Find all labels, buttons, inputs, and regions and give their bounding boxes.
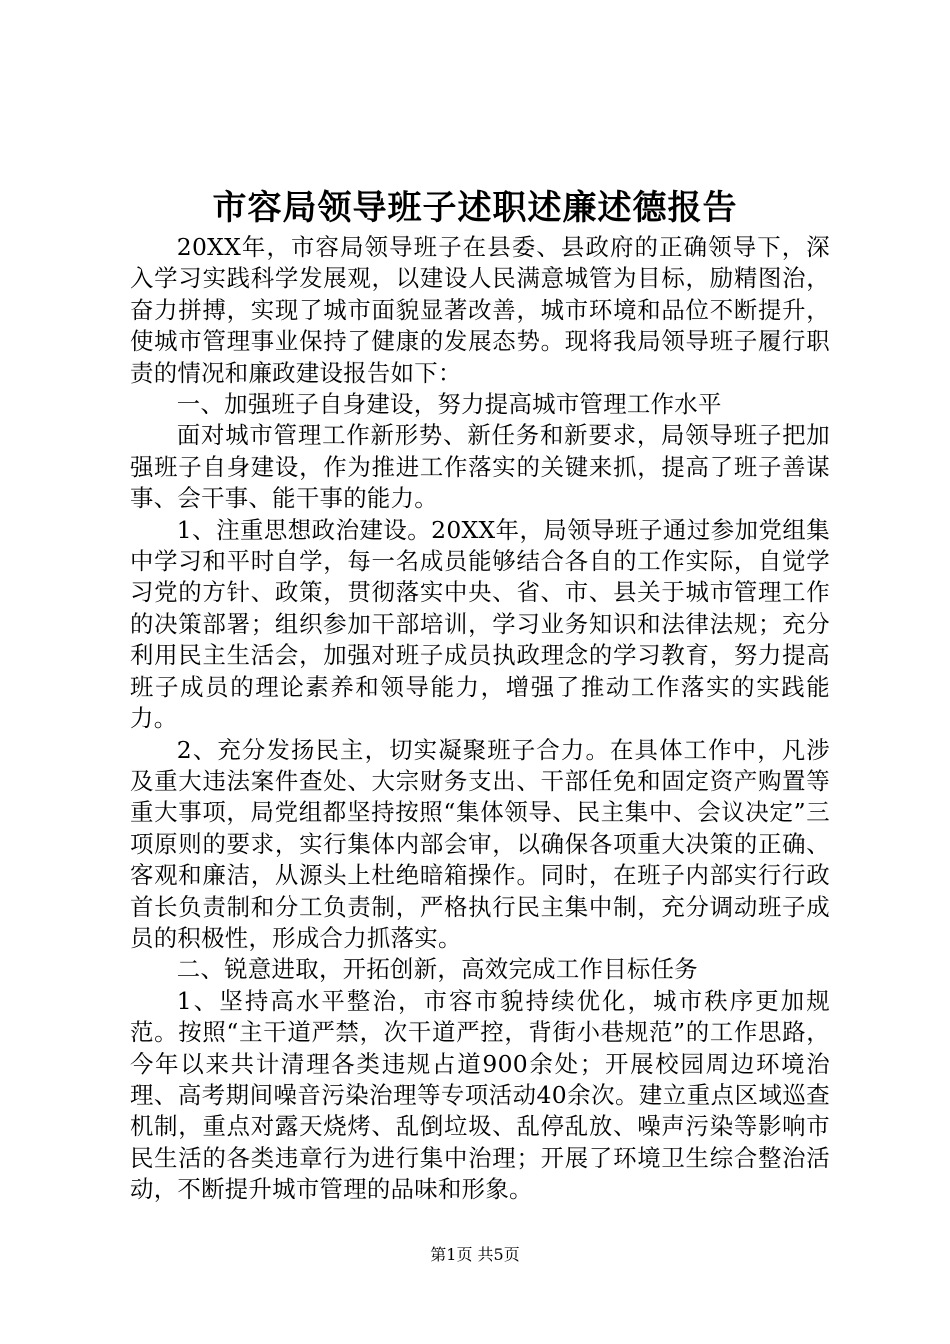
section-heading-2: 二、锐意进取，开拓创新，高效完成工作目标任务	[176, 955, 698, 984]
paragraph-item-1-1: 1、注重思想政治建设。20XX年，局领导班子通过参加党组集中学习和平时自学，每一名成员能够结合各自的工作实际，自觉学习党的方针、政策，贯彻落实中央、省、市、县关于城市管理工作的决策部署；组织参加干部培训，学习业务知识和法律法规；充分利用民主生活会，加强对班子成员执政理念的学习教育，努力提高班子成员的理论素养和领导能力，增强了推动工作落实的实践能力。	[130, 515, 830, 733]
paragraph-item-2-1: 1、坚持高水平整治，市容市貌持续优化，城市秩序更加规范。按照“主干道严禁，次干道严控，背街小巷规范”的工作思路，今年以来共计清理各类违规占道900余处；开展校园周边环境治理、高考期间噪音污染治理等专项活动40余次。建立重点区域巡查机制，重点对露天烧烤、乱倒垃圾、乱停乱放、噪声污染等影响市民生活的各类违章行为进行集中治理；开展了环境卫生综合整治活动，不断提升城市管理的品味和形象。	[130, 986, 830, 1204]
document-title: 市容局领导班子述职述廉述德报告	[212, 188, 738, 228]
section-heading-1: 一、加强班子自身建设，努力提高城市管理工作水平	[176, 390, 722, 419]
paragraph-item-1-2: 2、充分发扬民主，切实凝聚班子合力。在具体工作中，凡涉及重大违法案件查处、大宗财务支出、干部任免和固定资产购置等重大事项，局党组都坚持按照“集体领导、民主集中、会议决定”三项原则的要求，实行集体内部会审，以确保各项重大决策的正确、客观和廉洁，从源头上杜绝暗箱操作。同时，在班子内部实行行政首长负责制和分工负责制，严格执行民主集中制，充分调动班子成员的积极性，形成合力抓落实。	[130, 735, 830, 952]
page-footer: 第1页 共5页	[430, 1245, 520, 1264]
paragraph-intro: 20XX年，市容局领导班子在县委、县政府的正确领导下，深入学习实践科学发展观，以建设人民满意城管为目标，励精图治，奋力拼搏，实现了城市面貌显著改善，城市环境和品位不断提升，使城市管理事业保持了健康的发展态势。现将我局领导班子履行职责的情况和廉政建设报告如下：	[130, 233, 830, 387]
document-body	[130, 232, 830, 1206]
paragraph-section-1-intro: 面对城市管理工作新形势、新任务和新要求，局领导班子把加强班子自身建设，作为推进工作落实的关键来抓，提高了班子善谋事、会干事、能干事的能力。	[130, 421, 830, 513]
